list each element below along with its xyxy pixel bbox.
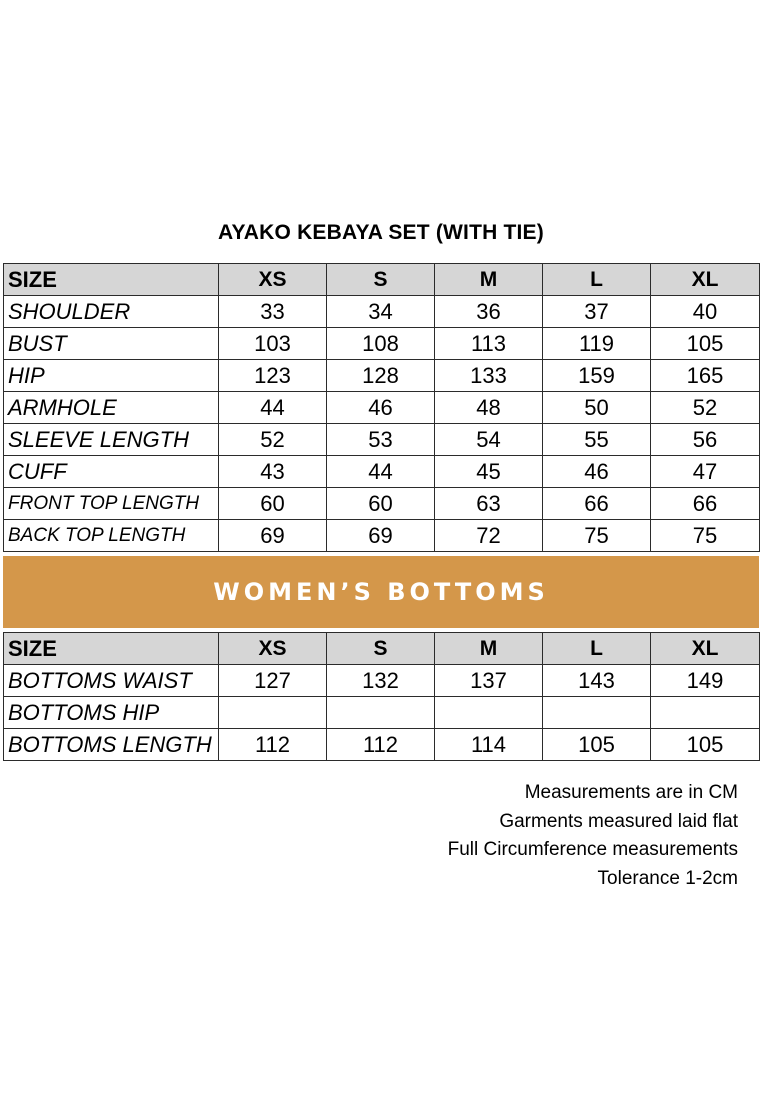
womens-bottoms-banner [3,556,759,628]
cell: 36 [435,296,543,328]
cell: 149 [651,665,760,697]
cell: 43 [219,456,327,488]
cell [219,697,327,729]
cell: 123 [219,360,327,392]
cell: 63 [435,488,543,520]
header-row [4,633,760,665]
cell: 47 [651,456,760,488]
cell [327,697,435,729]
cell: 46 [543,456,651,488]
cell: 69 [219,520,327,552]
cell: 44 [327,456,435,488]
cell: 46 [327,392,435,424]
chart-title: AYAKO KEBAYA SET (WITH TIE) [218,221,544,244]
table-row [4,296,760,328]
row-label: SHOULDER [4,296,219,328]
cell: 56 [651,424,760,456]
cell: 75 [543,520,651,552]
measurement-notes [448,779,738,893]
row-label: BOTTOMS WAIST [4,665,219,697]
cell: 60 [327,488,435,520]
note-line: Tolerance 1-2cm [597,867,738,889]
cell: 105 [651,729,760,761]
cell: 50 [543,392,651,424]
cell: 133 [435,360,543,392]
row-label: FRONT TOP LENGTH [4,488,219,520]
cell: 66 [651,488,760,520]
cell: 114 [435,729,543,761]
cell: 165 [651,360,760,392]
table-row [4,360,760,392]
cell: 60 [219,488,327,520]
cell: 75 [651,520,760,552]
cell: 55 [543,424,651,456]
cell: 48 [435,392,543,424]
cell: 132 [327,665,435,697]
table-row [4,488,760,520]
row-label: ARMHOLE [4,392,219,424]
cell: 112 [219,729,327,761]
header-m: M [435,633,543,665]
row-label: CUFF [4,456,219,488]
cell: 72 [435,520,543,552]
note-line: Garments measured laid flat [499,810,738,832]
cell: 53 [327,424,435,456]
header-size: SIZE [4,264,219,296]
size-chart-sheet [0,197,762,761]
top-size-table [3,263,760,552]
cell: 44 [219,392,327,424]
row-label: BUST [4,328,219,360]
cell: 33 [219,296,327,328]
cell: 119 [543,328,651,360]
note-line: Full Circumference measurements [447,839,738,861]
cell: 113 [435,328,543,360]
table-row [4,665,760,697]
bottom-size-table [3,632,760,761]
row-label: HIP [4,360,219,392]
header-size: SIZE [4,633,219,665]
header-m: M [435,264,543,296]
banner-title: WOMEN’S BOTTOMS [213,578,549,606]
cell: 40 [651,296,760,328]
table-row [4,697,760,729]
table-row [4,424,760,456]
row-label: BACK TOP LENGTH [4,520,219,552]
cell: 103 [219,328,327,360]
cell [543,697,651,729]
cell: 143 [543,665,651,697]
cell: 52 [219,424,327,456]
row-label: BOTTOMS HIP [4,697,219,729]
row-label: SLEEVE LENGTH [4,424,219,456]
header-xs: XS [219,633,327,665]
header-xs: XS [219,264,327,296]
header-s: S [327,633,435,665]
cell [651,697,760,729]
cell: 52 [651,392,760,424]
cell [435,697,543,729]
cell: 37 [543,296,651,328]
cell: 69 [327,520,435,552]
table-row [4,729,760,761]
note-line: Measurements are in CM [524,782,738,803]
header-l: L [543,264,651,296]
table-row [4,520,760,552]
cell: 105 [543,729,651,761]
cell: 137 [435,665,543,697]
table-row [4,392,760,424]
cell: 54 [435,424,543,456]
header-s: S [327,264,435,296]
cell: 105 [651,328,760,360]
cell: 34 [327,296,435,328]
cell: 159 [543,360,651,392]
cell: 45 [435,456,543,488]
header-row [4,264,760,296]
table-row [4,328,760,360]
header-xl: XL [651,264,760,296]
cell: 108 [327,328,435,360]
table-row [4,456,760,488]
row-label: BOTTOMS LENGTH [4,729,219,761]
header-xl: XL [651,633,760,665]
cell: 112 [327,729,435,761]
cell: 128 [327,360,435,392]
cell: 66 [543,488,651,520]
cell: 127 [219,665,327,697]
header-l: L [543,633,651,665]
